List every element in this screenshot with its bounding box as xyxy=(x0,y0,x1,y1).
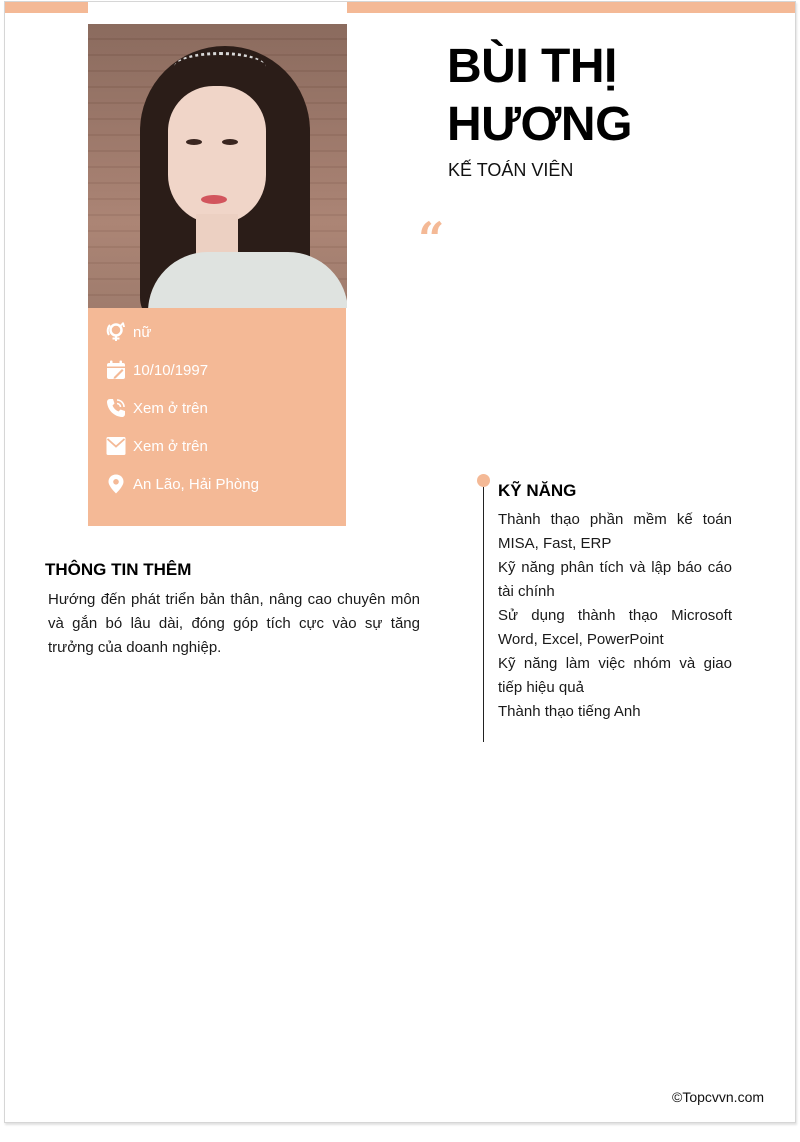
accent-bar-right xyxy=(347,2,795,13)
candidate-name xyxy=(447,38,747,154)
skill-item: Kỹ năng phân tích và lập báo cáo tài chính xyxy=(498,559,732,600)
contact-panel xyxy=(88,308,346,526)
location-pin-icon xyxy=(106,474,126,494)
photo-lips xyxy=(201,195,227,204)
candidate-name-line1: BÙI THỊ xyxy=(447,40,617,93)
skill-item: Thành thạo phần mềm kế toán MISA, Fast, ERP xyxy=(498,511,732,552)
footer-copyright[interactable]: ©Topcvvn.com xyxy=(672,1089,765,1105)
contact-address xyxy=(106,472,259,496)
skill-item: Thành thạo tiếng Anh xyxy=(498,703,641,720)
skills-title: KỸ NĂNG xyxy=(498,481,577,500)
skills-timeline-line xyxy=(483,481,484,742)
contact-email-text: Xem ở trên xyxy=(133,437,208,455)
photo-headband xyxy=(174,52,266,82)
skills-list xyxy=(498,508,732,724)
gender-icon xyxy=(106,322,126,342)
calendar-icon xyxy=(106,360,126,380)
candidate-name-line2: HƯƠNG xyxy=(447,98,632,151)
contact-phone-text: Xem ở trên xyxy=(133,399,208,417)
contact-birthday-text: 10/10/1997 xyxy=(133,361,209,379)
contact-gender xyxy=(106,320,151,344)
photo-eye-right xyxy=(222,139,238,145)
contact-gender-text: nữ xyxy=(133,323,152,341)
contact-email[interactable] xyxy=(106,434,208,458)
skill-item: Sử dụng thành thạo Microsoft Word, Excel, PowerPoint xyxy=(498,607,732,648)
contact-address-text: An Lão, Hải Phòng xyxy=(133,475,259,493)
quote-mark-icon: “ xyxy=(418,212,445,266)
extra-info-title: THÔNG TIN THÊM xyxy=(45,560,192,579)
photo-eye-left xyxy=(186,139,202,145)
extra-info-text: Hướng đến phát triển bản thân, nâng cao chuyên môn và gắn bó lâu dài, đóng góp tích cực vào sự tăng trưởng của doanh nghiệp. xyxy=(48,591,420,656)
contact-birthday xyxy=(106,358,208,382)
photo-dress xyxy=(148,252,347,308)
phone-icon xyxy=(106,398,126,418)
email-icon xyxy=(106,436,126,456)
contact-phone[interactable] xyxy=(106,396,208,420)
profile-photo xyxy=(88,24,347,308)
accent-bar-left xyxy=(5,2,88,13)
job-title: KẾ TOÁN VIÊN xyxy=(448,160,574,180)
skills-timeline-dot xyxy=(477,474,490,487)
skill-item: Kỹ năng làm việc nhóm và giao tiếp hiệu quả xyxy=(498,655,732,696)
